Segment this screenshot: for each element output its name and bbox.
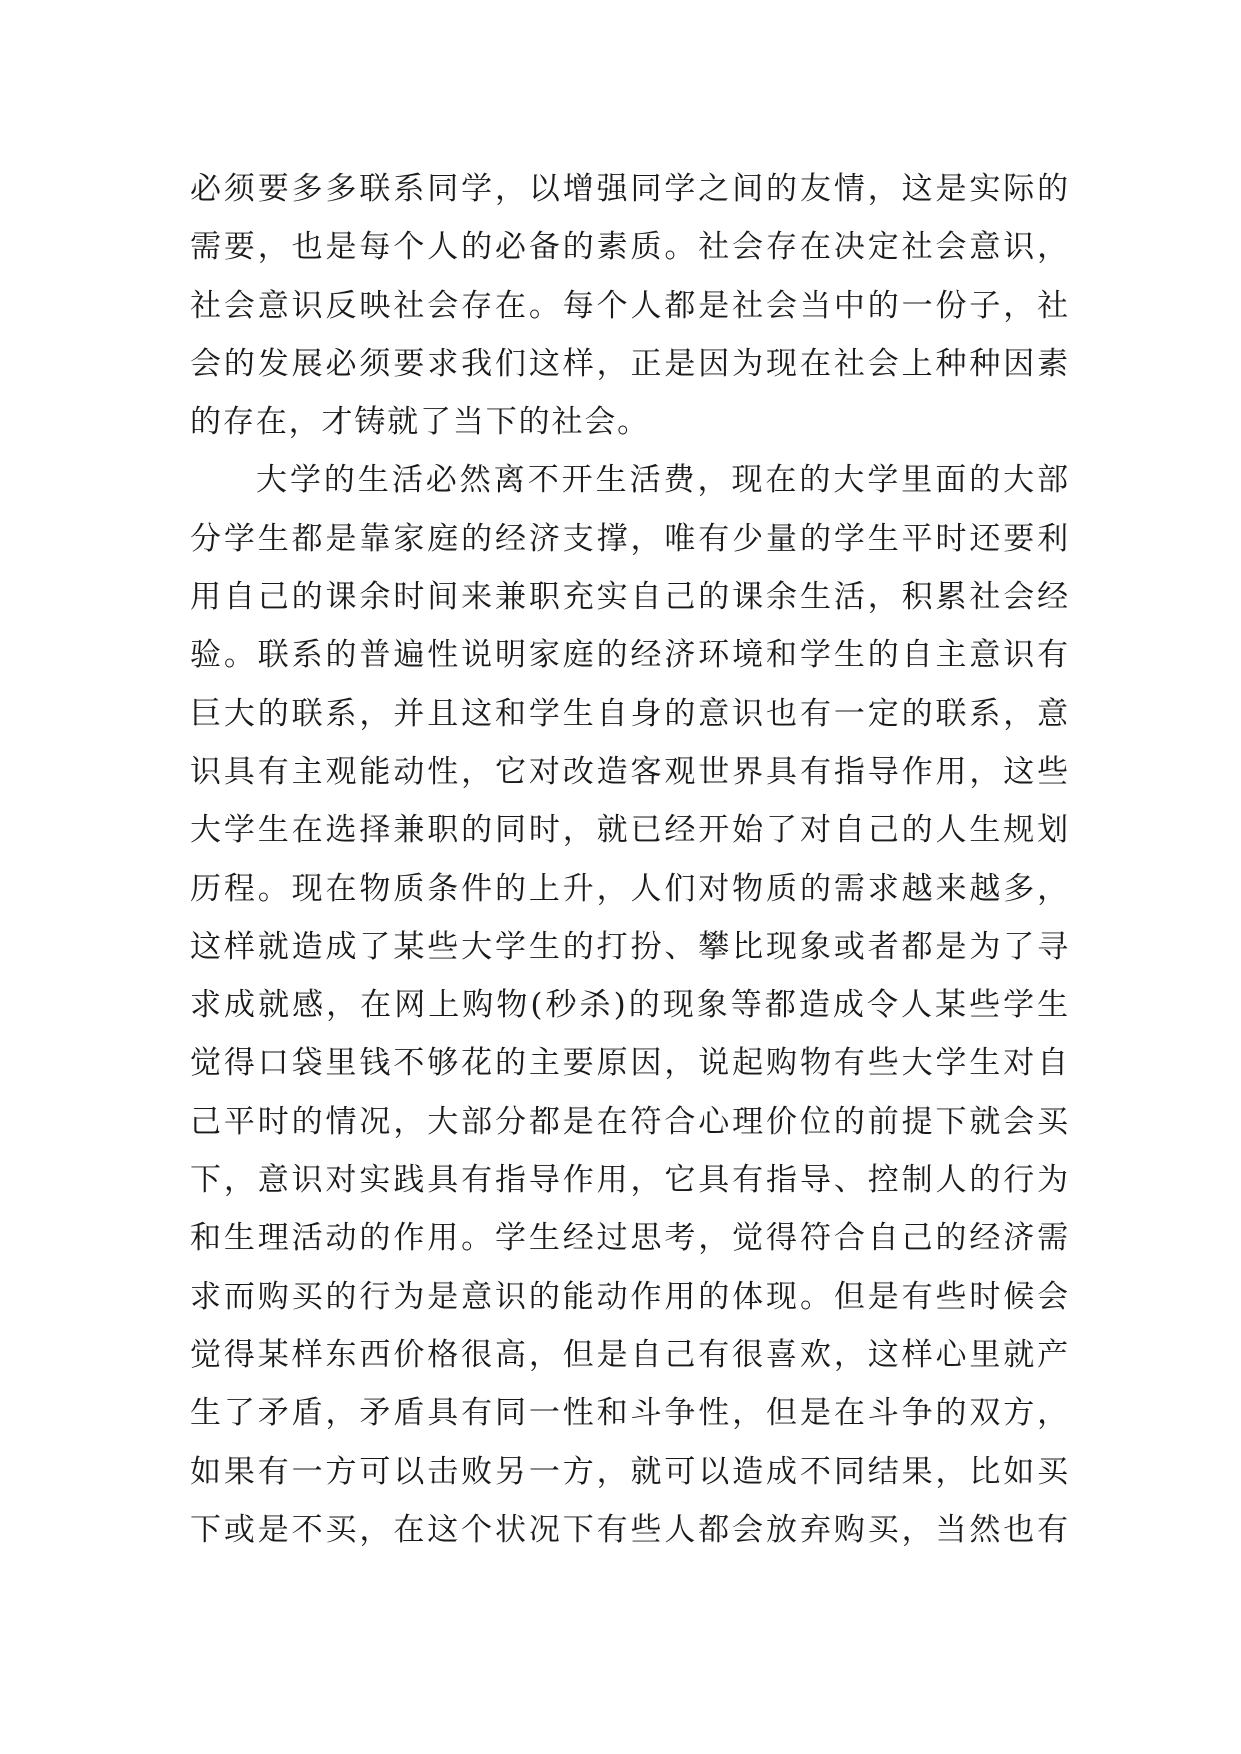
text-line: 如果有一方可以击败另一方，就可以造成不同结果，比如买: [190, 1453, 1070, 1490]
text-line: 的存在，才铸就了当下的社会。: [190, 404, 651, 441]
text-line: 求成就感，在网上购物(秒杀)的现象等都造成令人某些学生: [190, 987, 1070, 1024]
text-line: 必须要多多联系同学，以增强同学之间的友情，这是实际的: [190, 171, 1070, 207]
paragraph-2: [190, 451, 1070, 1559]
text-line: 验。联系的普遍性说明家庭的经济环境和学生的自主意识有: [190, 637, 1070, 674]
text-line: 求而购买的行为是意识的能动作用的体现。但是有些时候会: [190, 1278, 1070, 1315]
text-line: 觉得口袋里钱不够花的主要原因，说起购物有些大学生对自: [190, 1045, 1070, 1082]
text-line: 这样就造成了某些大学生的打扮、攀比现象或者都是为了寻: [190, 928, 1070, 965]
text-line: 社会意识反映社会存在。每个人都是社会当中的一份子，社: [190, 287, 1070, 324]
text-line: 识具有主观能动性，它对改造客观世界具有指导作用，这些: [190, 753, 1070, 790]
text-line: 生了矛盾，矛盾具有同一性和斗争性，但是在斗争的双方，: [190, 1395, 1070, 1432]
text-line: 大学生在选择兼职的同时，就已经开始了对自己的人生规划: [190, 812, 1070, 849]
paragraph-1: [190, 160, 1070, 451]
text-line: 用自己的课余时间来兼职充实自己的课余生活，积累社会经: [190, 579, 1070, 616]
text-line: 历程。现在物质条件的上升，人们对物质的需求越来越多，: [190, 870, 1070, 907]
text-line: 分学生都是靠家庭的经济支撑，唯有少量的学生平时还要利: [190, 520, 1070, 557]
text-line: 大学的生活必然离不开生活费，现在的大学里面的大部: [256, 462, 1070, 499]
text-line: 己平时的情况，大部分都是在符合心理价位的前提下就会买: [190, 1103, 1070, 1140]
text-line: 和生理活动的作用。学生经过思考，觉得符合自己的经济需: [190, 1220, 1070, 1257]
text-line: 觉得某样东西价格很高，但是自己有很喜欢，这样心里就产: [190, 1336, 1070, 1373]
body-text: [190, 160, 1070, 1559]
text-line: 巨大的联系，并且这和学生自身的意识也有一定的联系，意: [190, 695, 1070, 732]
text-line: 会的发展必须要求我们这样，正是因为现在社会上种种因素: [190, 345, 1070, 382]
text-line: 下，意识对实践具有指导作用，它具有指导、控制人的行为: [190, 1162, 1070, 1199]
text-line: 下或是不买，在这个状况下有些人都会放弃购买，当然也有: [190, 1511, 1070, 1548]
text-line: 需要，也是每个人的必备的素质。社会存在决定社会意识，: [190, 229, 1070, 266]
